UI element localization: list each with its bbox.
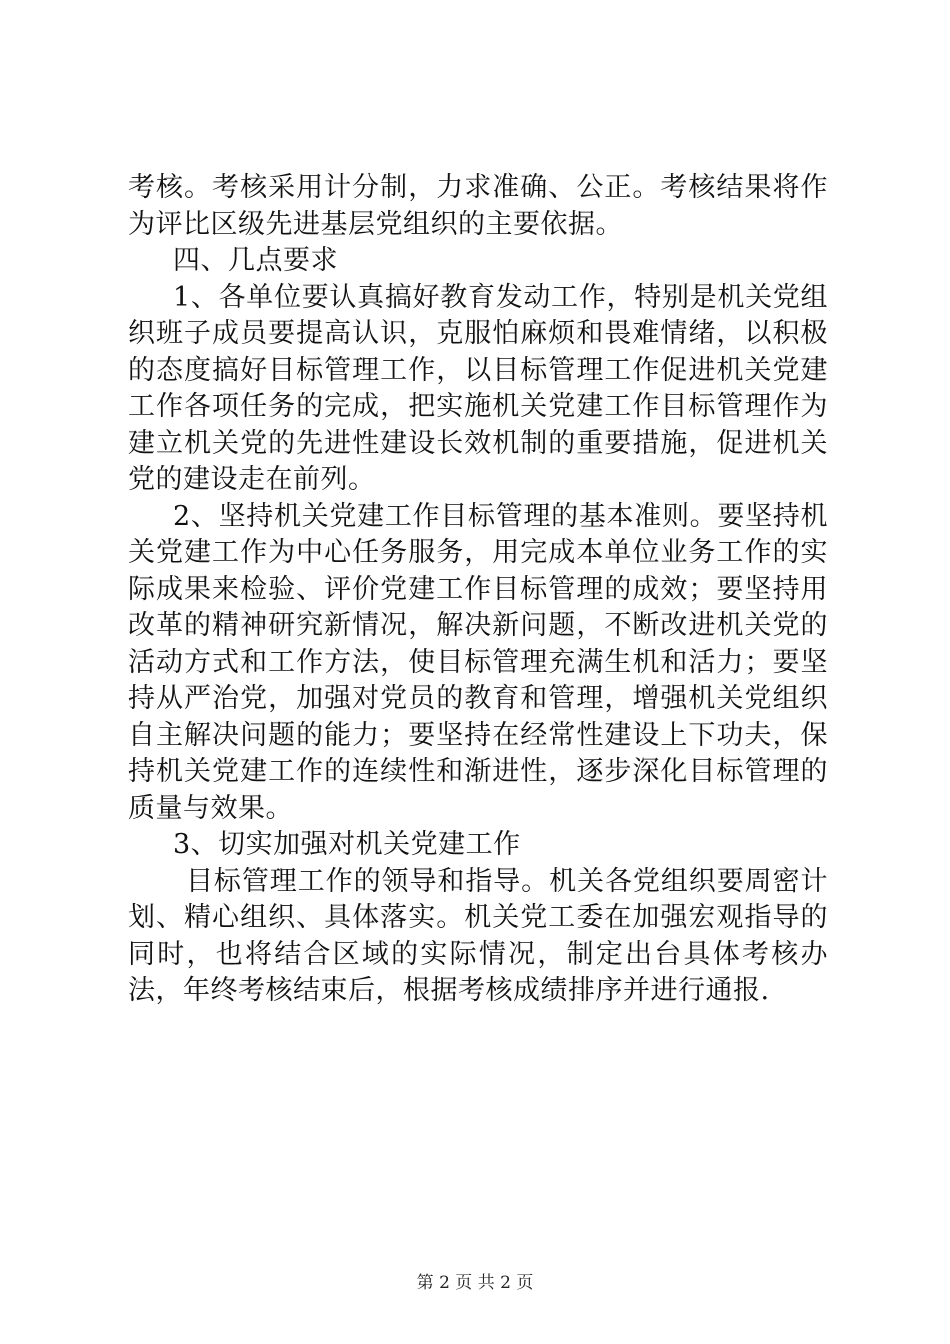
section-heading-requirements: 四、几点要求 <box>173 245 338 276</box>
paragraph-requirement-3-body: 目标管理工作的领导和指导。机关各党组织要周密计划、精心组织、具体落实。机关党工委在加强宏观指导的同时，也将结合区域的实际情况，制定出台具体考核办法，年终考核结束后，根据考核成绩排序并进行通报. <box>128 865 828 1006</box>
page-footer: 第 2 页 共 2 页 <box>416 1273 534 1293</box>
document-body <box>128 170 828 1010</box>
paragraph-requirement-3-heading: 3、切实加强对机关党建工作 <box>173 829 521 860</box>
paragraph-requirement-2: 2、坚持机关党建工作目标管理的基本准则。要坚持机关党建工作为中心任务服务，用完成本单位业务工作的实际成果来检验、评价党建工作目标管理的成效；要坚持用改革的精神研究新情况，解决新问题，不断改进机关党的活动方式和工作方法，使目标管理充满生机和活力；要坚持从严治党，加强对党员的教育和管理，增强机关党组织自主解决问题的能力；要坚持在经常性建设上下功夫，保持机关党建工作的连续性和渐进性，逐步深化目标管理的质量与效果。 <box>128 500 828 824</box>
paragraph-requirement-1: 1、各单位要认真搞好教育发动工作，特别是机关党组织班子成员要提高认识，克服怕麻烦和畏难情绪，以积极的态度搞好目标管理工作，以目标管理工作促进机关党建工作各项任务的完成，把实施机关党建工作目标管理作为建立机关党的先进性建设长效机制的重要措施，促进机关党的建设走在前列。 <box>128 281 828 495</box>
paragraph-assessment-continued: 考核。考核采用计分制，力求准确、公正。考核结果将作为评比区级先进基层党组织的主要依据。 <box>128 172 828 240</box>
